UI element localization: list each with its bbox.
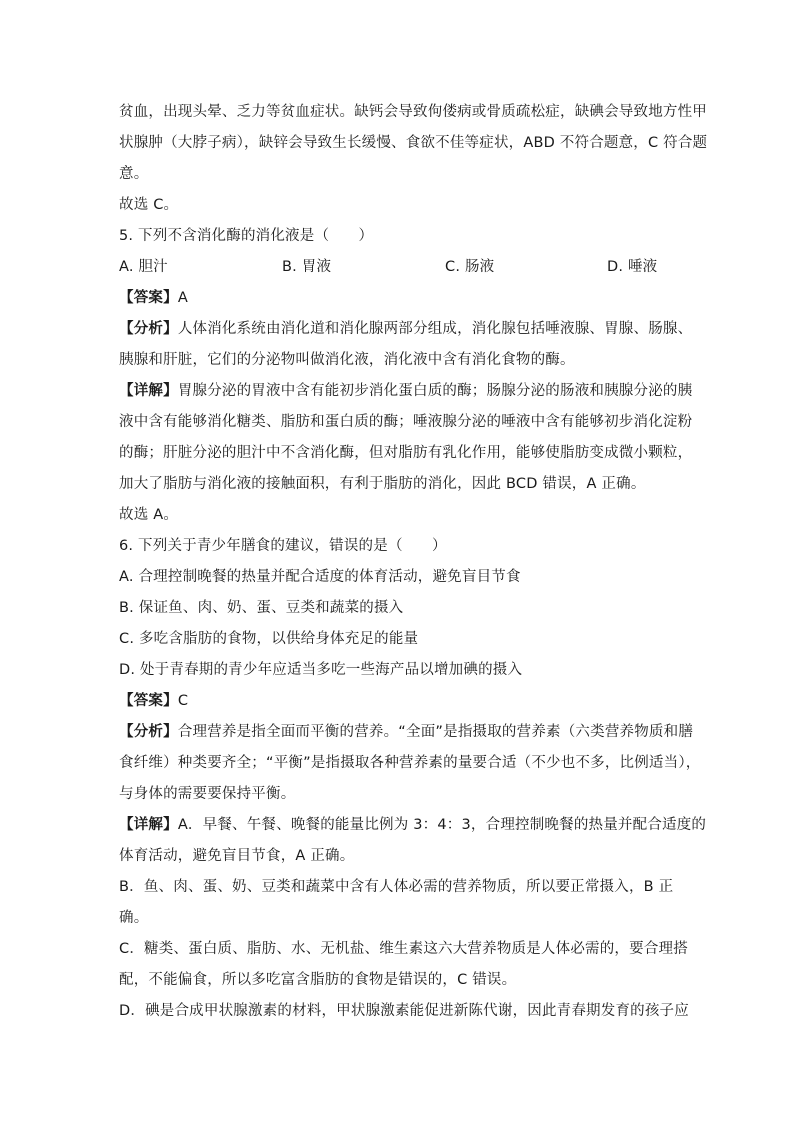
text-line: 故选 C。 — [119, 197, 179, 213]
answer-tag: 【答案】 — [119, 693, 178, 709]
option-c: C. 肠液 — [445, 259, 495, 275]
option-b: B. 胃液 — [282, 259, 332, 275]
document-page — [119, 97, 708, 1027]
detail-line — [119, 810, 707, 841]
text-line: 与身体的需要要保持平衡。 — [119, 786, 296, 802]
text-line: 液中含有能够消化糖类、脂肪和蛋白质的酶；唾液腺分泌的唾液中含有能够初步消化淀粉 — [119, 414, 693, 430]
text-line: 状腺肿（大脖子病），缺锌会导致生长缓慢、食欲不佳等症状，ABD 不符合题意，C 符合题 — [119, 135, 708, 151]
answer-value: A — [177, 290, 188, 306]
text-line: 配，不能偏食，所以多吃富含脂肪的食物是错误的，C 错误。 — [119, 972, 517, 988]
detail-line — [119, 376, 693, 407]
text-line: 意。 — [119, 166, 149, 182]
analysis-text: 人体消化系统由消化道和消化腺两部分组成，消化腺包括唾液腺、胃腺、肠腺、 — [177, 321, 693, 337]
answer-line — [119, 686, 679, 717]
analysis-line — [119, 314, 693, 345]
text-line: 贫血，出现头晕、乏力等贫血症状。缺钙会导致佝偻病或骨质疏松症，缺碘会导致地方性甲 — [119, 104, 707, 120]
question-5: 5. 下列不含消化酶的消化液是（ ） — [119, 228, 374, 244]
question-5-options — [119, 252, 679, 283]
detail-text: 胃腺分泌的胃液中含有能初步消化蛋白质的酶；肠腺分泌的肠液和胰腺分泌的胰 — [177, 383, 693, 399]
analysis-tag: 【分析】 — [119, 724, 178, 740]
option-b: B. 保证鱼、肉、奶、蛋、豆类和蔬菜的摄入 — [119, 600, 404, 616]
text-line: 胰腺和肝脏，它们的分泌物叫做消化液，消化液中含有消化食物的酶。 — [119, 352, 575, 368]
answer-value: C — [177, 693, 189, 709]
text-line: 的酶；肝脏分泌的胆汁中不含消化酶，但对脂肪有乳化作用，能够使脂肪变成微小颗粒， — [119, 445, 693, 461]
detail-tag: 【详解】 — [119, 817, 178, 833]
question-6: 6. 下列关于青少年膳食的建议，错误的是（ ） — [119, 538, 447, 554]
option-c: C. 多吃含脂肪的食物，以供给身体充足的能量 — [119, 631, 419, 647]
analysis-line — [119, 717, 694, 748]
text-line: D．碘是合成甲状腺激素的材料，甲状腺激素能促进新陈代谢，因此青春期发育的孩子应 — [119, 1003, 689, 1019]
text-line: 体育活动，避免盲目节食，A 正确。 — [119, 848, 355, 864]
detail-text: A．早餐、午餐、晚餐的能量比例为 3：4：3，合理控制晚餐的热量并配合适度的 — [177, 817, 707, 833]
text-line: C．糖类、蛋白质、脂肪、水、无机盐、维生素这六大营养物质是人体必需的，要合理搭 — [119, 941, 688, 957]
analysis-text: 合理营养是指全面而平衡的营养。“全面”是指摄取的营养素（六类营养物质和膳 — [177, 724, 694, 740]
detail-tag: 【详解】 — [119, 383, 178, 399]
analysis-tag: 【分析】 — [119, 321, 178, 337]
option-a: A. 胆汁 — [119, 259, 168, 275]
option-d: D. 处于青春期的青少年应适当多吃一些海产品以增加碘的摄入 — [119, 662, 523, 678]
answer-tag: 【答案】 — [119, 290, 178, 306]
text-line: 故选 A。 — [119, 507, 179, 523]
option-d: D. 唾液 — [607, 259, 658, 275]
answer-line — [119, 283, 679, 314]
option-a: A. 合理控制晚餐的热量并配合适度的体育活动，避免盲目节食 — [119, 569, 521, 585]
text-line: B．鱼、肉、蛋、奶、豆类和蔬菜中含有人体必需的营养物质，所以要正常摄入，B 正 — [119, 879, 674, 895]
text-line: 加大了脂肪与消化液的接触面积，有利于脂肪的消化，因此 BCD 错误，A 正确。 — [119, 476, 646, 492]
text-line: 食纤维）种类要齐全；“平衡”是指摄取各种营养素的量要合适（不少也不多，比例适当）， — [119, 755, 701, 771]
text-line: 确。 — [119, 910, 149, 926]
